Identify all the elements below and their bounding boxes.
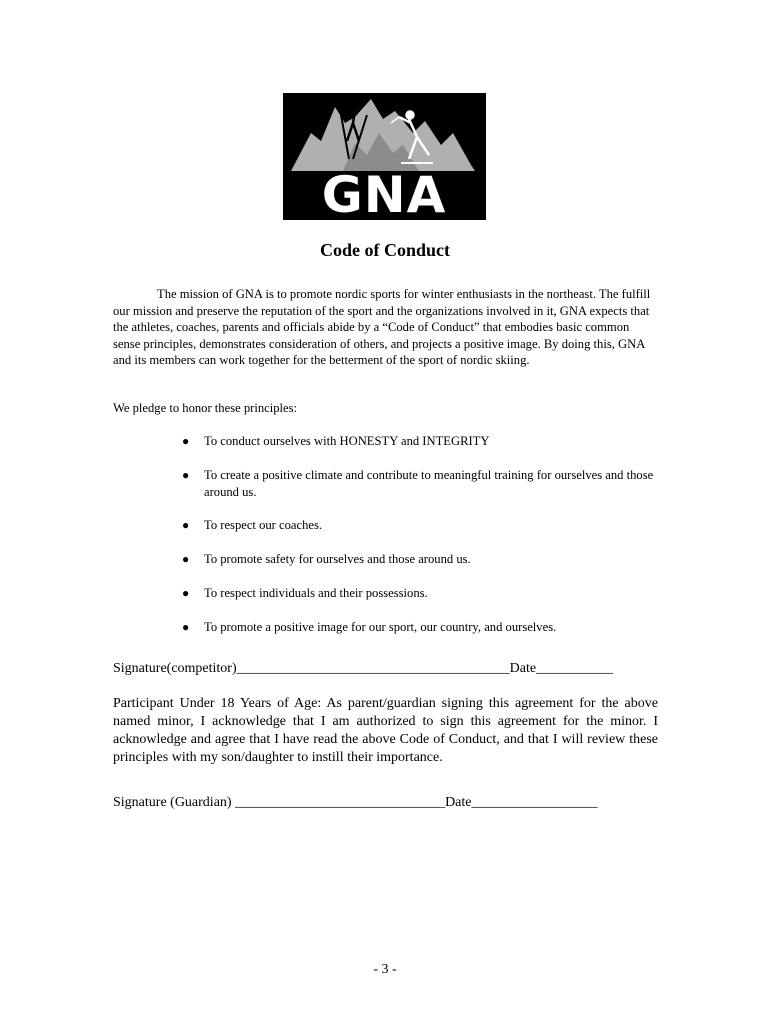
list-item: [182, 619, 660, 636]
pledge-intro: We pledge to honor these principles:: [113, 401, 297, 415]
list-item: [182, 517, 660, 534]
page-number: - 3 -: [373, 962, 397, 977]
bullet-icon: ●: [182, 620, 190, 634]
bullet-icon: ●: [182, 586, 190, 600]
list-item: [182, 433, 660, 450]
principle-text: To promote a positive image for our sport, our country, and ourselves.: [204, 620, 557, 634]
mission-text: The mission of GNA is to promote nordic sports for winter enthusiasts in the northeast. The fulfill our mission and preserve the reputation of the sport and the organizations involved in it, GNA expects that the athletes, coaches, parents and officials abide by a “Code of Conduct” that embodies basic common sense principles, demonstrates consideration of others, and projects a positive image. By doing this, GNA and its members can work together for the betterment of the sport of nordic skiing.: [113, 287, 651, 368]
principle-text: To conduct ourselves with HONESTY and INTEGRITY: [204, 434, 490, 448]
mission-paragraph: [113, 286, 658, 369]
minor-consent-paragraph: Participant Under 18 Years of Age: As parent/guardian signing this agreement for the above named minor, I acknowledge that I am authorized to sign this agreement for the minor. I acknowledge and agree that I have read the above Code of Conduct, and that I will review these principles with my son/daughter to instill their importance.: [113, 696, 658, 765]
competitor-signature-line[interactable]: Signature(competitor)_______________________________________Date___________: [113, 661, 614, 676]
bullet-icon: ●: [182, 434, 190, 448]
bullet-icon: ●: [182, 552, 190, 566]
document-title: Code of Conduct: [319, 240, 450, 260]
logo-text: GNA: [321, 166, 447, 220]
principle-text: To promote safety for ourselves and those around us.: [204, 552, 471, 566]
bullet-icon: ●: [182, 518, 190, 532]
bullet-icon: ●: [182, 468, 190, 482]
list-item: [182, 467, 660, 500]
cross-country-skiers-mountain-logo-icon: [283, 93, 486, 220]
list-item: [182, 585, 660, 602]
principle-text: To create a positive climate and contribute to meaningful training for ourselves and those around us.: [204, 468, 654, 499]
gna-logo: [283, 93, 486, 220]
list-item: [182, 551, 660, 568]
guardian-signature-line[interactable]: Signature (Guardian) ______________________________Date__________________: [113, 795, 598, 810]
principle-text: To respect our coaches.: [204, 518, 323, 532]
principle-text: To respect individuals and their possessions.: [204, 586, 428, 600]
